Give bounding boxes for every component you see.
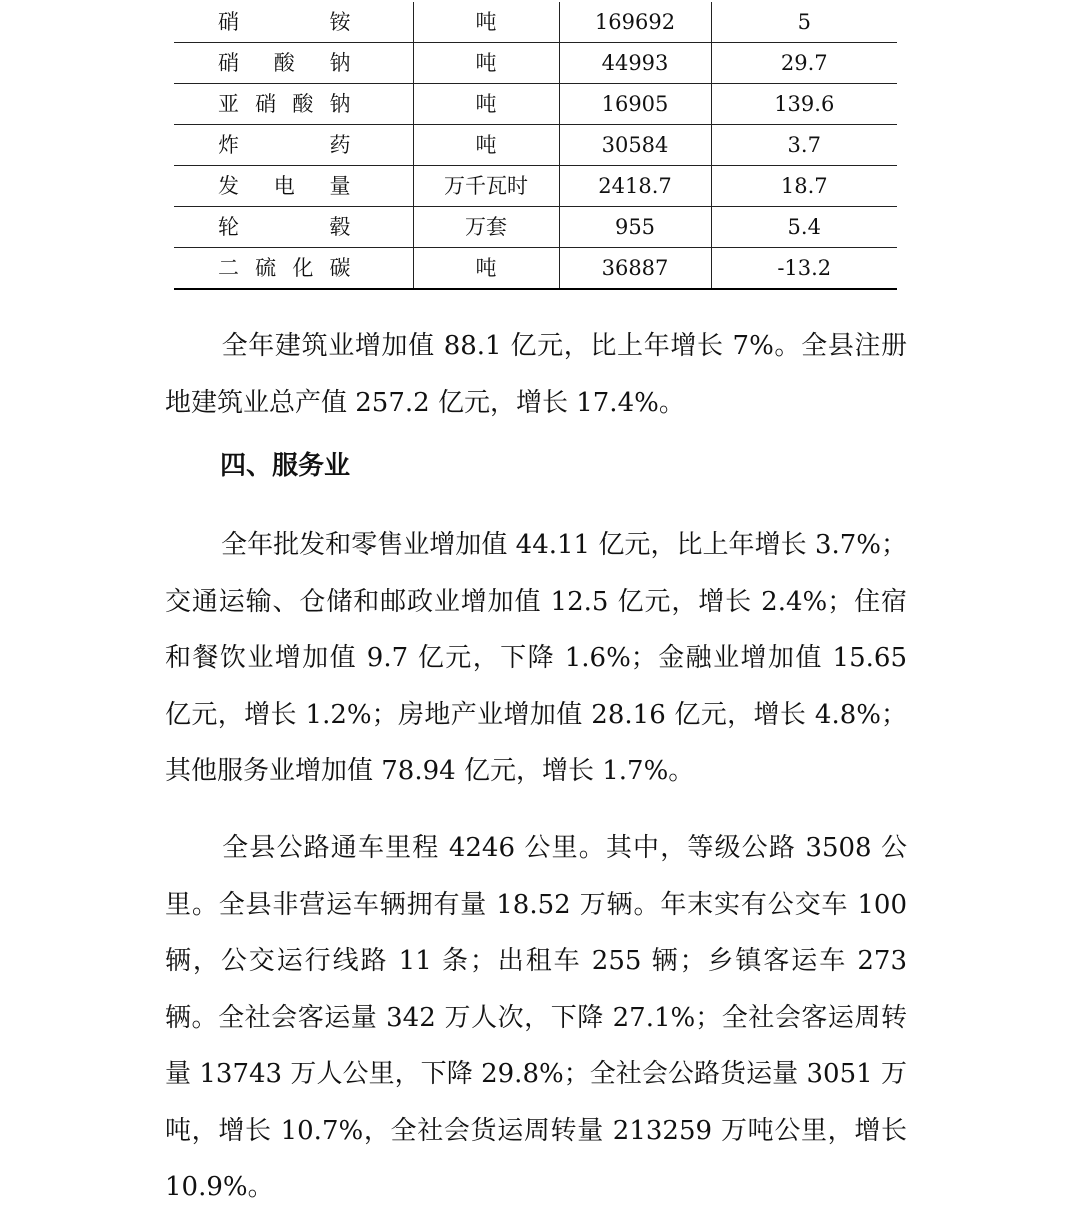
industrial-output-table: [174, 2, 897, 290]
table-row: [174, 207, 897, 248]
transport-text: 全县公路通车里程 4246 公里。其中，等级公路 3508 公里。全县非营运车辆拥有量 18.52 万辆。年末实有公交车 100 辆，公交运行线路 11 条；出租车 255 辆；乡镇客运车 273 辆。全社会客运量 342 万人次，下降 27.1%；全社会客运周转量 13743 万人公里，下降 29.8%；全社会公路货运量 3051 万吨，增长 10.7%，全社会货运周转量 213259 万吨公里，增长 10.9%。: [165, 833, 907, 1202]
product-output: 44993: [559, 43, 711, 84]
product-unit: 万千瓦时: [413, 166, 559, 207]
table-row: [174, 84, 897, 125]
product-name: 硝铵: [174, 2, 413, 43]
product-output: 30584: [559, 125, 711, 166]
table-row: [174, 166, 897, 207]
transport-paragraph: [165, 820, 907, 1216]
product-output: 2418.7: [559, 166, 711, 207]
product-growth: 5: [711, 2, 897, 43]
product-growth: 139.6: [711, 84, 897, 125]
product-output: 36887: [559, 248, 711, 290]
product-name: 发电量: [174, 166, 413, 207]
product-name: 硝酸钠: [174, 43, 413, 84]
product-name: 轮毂: [174, 207, 413, 248]
product-unit: 吨: [413, 43, 559, 84]
table-row: [174, 2, 897, 43]
product-unit: 吨: [413, 125, 559, 166]
product-growth: -13.2: [711, 248, 897, 290]
services-text: 全年批发和零售业增加值 44.11 亿元，比上年增长 3.7%；交通运输、仓储和邮政业增加值 12.5 亿元，增长 2.4%；住宿和餐饮业增加值 9.7 亿元，下降 1.6%；金融业增加值 15.65 亿元，增长 1.2%；房地产业增加值 28.16 亿元，增长 4.8%；其他服务业增加值 78.94 亿元，增长 1.7%。: [165, 530, 907, 786]
table-row: [174, 43, 897, 84]
product-output: 955: [559, 207, 711, 248]
services-paragraph: [165, 517, 907, 800]
product-name: 炸药: [174, 125, 413, 166]
product-output: 169692: [559, 2, 711, 43]
product-name: 亚硝酸钠: [174, 84, 413, 125]
product-growth: 18.7: [711, 166, 897, 207]
construction-paragraph: [165, 318, 907, 431]
product-unit: 吨: [413, 84, 559, 125]
product-growth: 29.7: [711, 43, 897, 84]
table-row: [174, 248, 897, 290]
product-name: 二硫化碳: [174, 248, 413, 290]
product-growth: 5.4: [711, 207, 897, 248]
product-unit: 吨: [413, 2, 559, 43]
product-unit: 万套: [413, 207, 559, 248]
product-growth: 3.7: [711, 125, 897, 166]
product-unit: 吨: [413, 248, 559, 290]
product-output: 16905: [559, 84, 711, 125]
table-row: [174, 125, 897, 166]
section-heading-services: 四、服务业: [220, 451, 351, 481]
construction-text: 全年建筑业增加值 88.1 亿元，比上年增长 7%。全县注册地建筑业总产值 257.2 亿元，增长 17.4%。: [165, 331, 907, 418]
